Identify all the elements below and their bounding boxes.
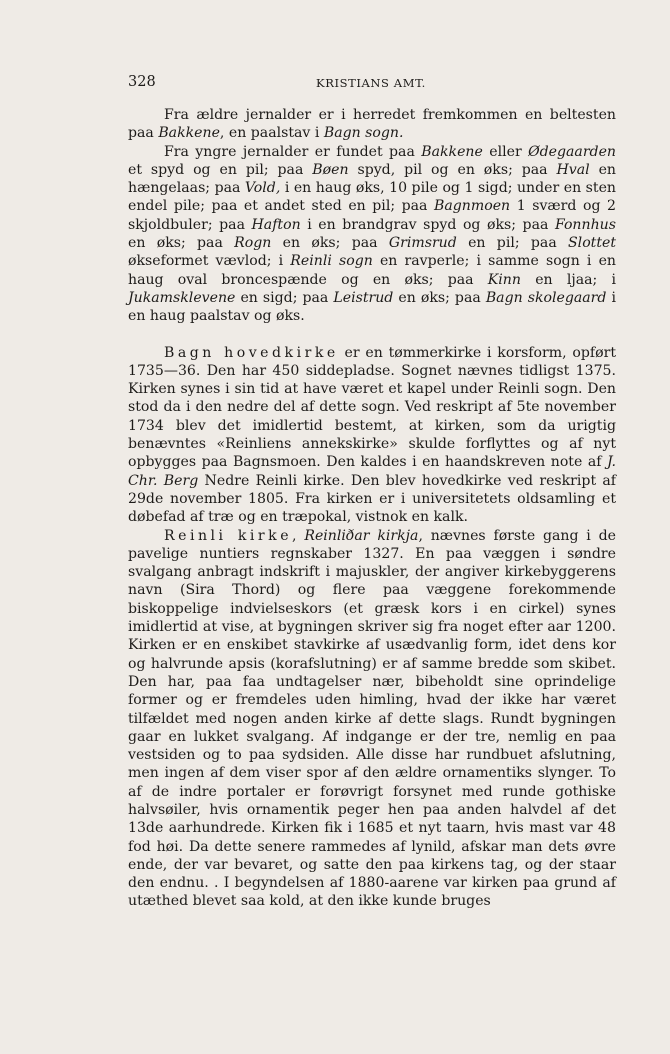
text-run: en hængelaas; paa xyxy=(128,161,616,197)
italic-run: Jukamsklevene xyxy=(128,289,236,306)
text-run: er en tømmerkirke i korsform, opført 1735—36. Den har 450 siddepladse. Sognet nævnes tidligst 1375. Kirken synes i sin tid at have været et kapel under Reinli sogn. Den stod da i den nedre del af dette sogn. Ved reskript af 5te november 1734 blev det imidlertid bestemt, at kirken, som da urigtig benævntes «Reinliens annekskirke» skulde forflyttes og af nyt opbygges paa Bagnsmoen. Den kaldes i en haandskreven note af xyxy=(128,344,616,471)
italic-run: Reinli sogn xyxy=(290,253,373,270)
text-run: i en brandgrav spyd og øks; paa xyxy=(300,216,555,233)
body-text xyxy=(128,106,616,911)
text-run: en ljaa; i xyxy=(520,271,616,288)
italic-run: Grimsrud xyxy=(388,235,457,252)
italic-run: Hafton xyxy=(251,216,301,233)
text-run: i en haug paalstav og øks. xyxy=(128,289,617,325)
italic-run: Reinliðar kirkja xyxy=(304,527,419,544)
text-run: en ravperle; i samme sogn i en haug oval broncespænde og en øks; paa xyxy=(128,253,616,288)
text-run: , en paalstav i xyxy=(219,125,324,142)
text-run: Nedre Reinli kirke. Den blev hovedkirke ved reskript af 29de november 1805. Fra kirken er i universitetets oldsamling et døbefad af træ og en træpokal, vistnok en kalk. xyxy=(128,472,616,526)
italic-run: Rogn xyxy=(234,235,272,252)
text-run: , nævnes første gang i de pavelige nuntiers regnskaber 1327. En paa væggen i søndre svalgang anbragt indskrift i majuskler, der angiver kirkebyggerens navn (Sira Thord) og flere paa væggene forekommende biskoppelige indvielseskors (et græsk kors i en cirkel) synes imidlertid at vise, at bygningen skriver sig fra noget efter aar 1200. Kirken er en enskibet stavkirke af usædvanlig form, idet dens kor og halvrunde apsis (korafslutning) er af samme bredde som skibet. Den har, paa faa undtagelser nær, bibeholdt sine oprindelige former og er fremdeles uden himling, hvad der ikke har været tilfældet med nogen anden kirke af dette slags. Rundt bygningen gaar en lukket svalgang. Af indgange er der tre, nemlig en paa vestsiden og to paa sydsiden. Alle disse har rundbuet afslutning, men ingen af dem viser spor af den ældre ornamentiks slynger. To af de indre portaler er forøvrigt forsynet med runde gothiske halvsøiler, hvis ornamentik peger hen paa anden halvdel af det 13de aarhundrede. Kirken fik i 1685 et nyt taarn, hvis mast var 48 fod høi. Da dette senere rammedes af lynild, afskar man dets øvre ende, der var bevaret, og satte den paa kirkens tag, og der staar den endnu. . I begyndelsen af 1880-aarene var kirken paa grund af utæthed blevet saa kold, at den ikke kunde bruges xyxy=(128,527,616,910)
text-run: , xyxy=(292,527,305,544)
text-run: Fra yngre jernalder er fundet paa xyxy=(164,143,422,160)
spaced-heading-run: Bagn hovedkirke xyxy=(164,344,339,361)
italic-run: Bøen xyxy=(312,161,349,178)
text-run: en øks; paa xyxy=(271,235,389,252)
page-number: 328 xyxy=(128,74,156,90)
italic-run: Ødegaarden xyxy=(528,143,616,160)
text-run: eller xyxy=(482,143,529,160)
italic-run: Vold, xyxy=(244,180,281,197)
italic-run: Hval xyxy=(556,161,590,178)
italic-run: Bakkene xyxy=(158,125,220,142)
italic-run: Bagn skolegaard xyxy=(485,289,607,306)
text-run: i en haug øks, 10 pile og 1 sigd; under en sten endel pile; paa et andet sted en pil; paa xyxy=(128,180,616,215)
paragraph-younger-iron-age xyxy=(128,143,616,326)
italic-run: Slottet xyxy=(568,235,617,252)
italic-run: Leistrud xyxy=(333,289,394,306)
spaced-heading-run: Reinli kirke xyxy=(164,527,293,544)
text-run: en pil; paa xyxy=(456,235,569,252)
italic-run: Bagn sogn. xyxy=(323,125,404,142)
paragraph-reinli-church xyxy=(128,527,616,911)
text-run: Fra ældre jernalder er i herredet fremkommen en beltesten paa xyxy=(128,107,616,142)
text-run: 1 sværd og 2 skjoldbuler; paa xyxy=(128,198,616,233)
text-run: et spyd og en pil; paa xyxy=(128,161,313,178)
text-run: en øks; paa xyxy=(393,289,486,306)
paragraph-older-iron-age xyxy=(128,106,616,143)
italic-run: J. Chr. Berg xyxy=(128,454,616,489)
italic-run: Fonnhus xyxy=(554,216,616,233)
text-run: økseformet vævlod; i xyxy=(128,253,291,270)
text-run: en øks; paa xyxy=(128,235,235,252)
italic-run: Kinn xyxy=(487,271,521,288)
italic-run: Bagnmoen xyxy=(434,198,511,215)
text-run: en sigd; paa xyxy=(235,289,334,306)
running-title: KRISTIANS AMT. xyxy=(316,76,426,90)
italic-run: Bakkene xyxy=(421,143,483,160)
page-header xyxy=(128,74,616,94)
paragraph-bagn-church xyxy=(128,344,616,527)
text-run: spyd, pil og en øks; paa xyxy=(348,161,557,178)
